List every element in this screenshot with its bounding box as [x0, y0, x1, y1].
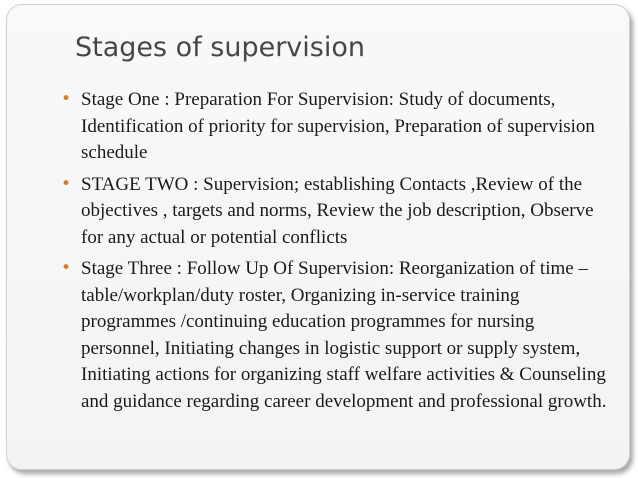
bullet-item-stage-one [57, 87, 617, 167]
bullet-text: Stage Three : Follow Up Of Supervision: Reorganization of time –table/workplan/duty roster, Organizing in-service training programmes /continuing education programmes for nursing personnel, Initiating changes in logistic support or supply system, Initiating actions for organizing staff welfare activities & Counseling and guidance regarding career development and professional growth. [81, 258, 607, 412]
bullet-text: STAGE TWO : Supervision; establishing Contacts ,Review of the objectives , targets and norms, Review the job description, Observe for any actual or potential conflicts [81, 173, 594, 248]
bullet-item-stage-three [57, 256, 617, 415]
bullet-item-stage-two [57, 172, 617, 252]
bullet-dot-icon: • [61, 89, 72, 109]
bullet-text: Stage One : Preparation For Supervision: Study of documents, Identification of priority for supervision, Preparation of supervision schedule [81, 89, 595, 163]
bullet-dot-icon: • [61, 258, 72, 278]
bullet-dot-icon: • [61, 173, 72, 194]
slide-title: Stages of supervision [75, 32, 365, 63]
slide-frame [6, 4, 630, 470]
bullet-list [57, 87, 617, 420]
